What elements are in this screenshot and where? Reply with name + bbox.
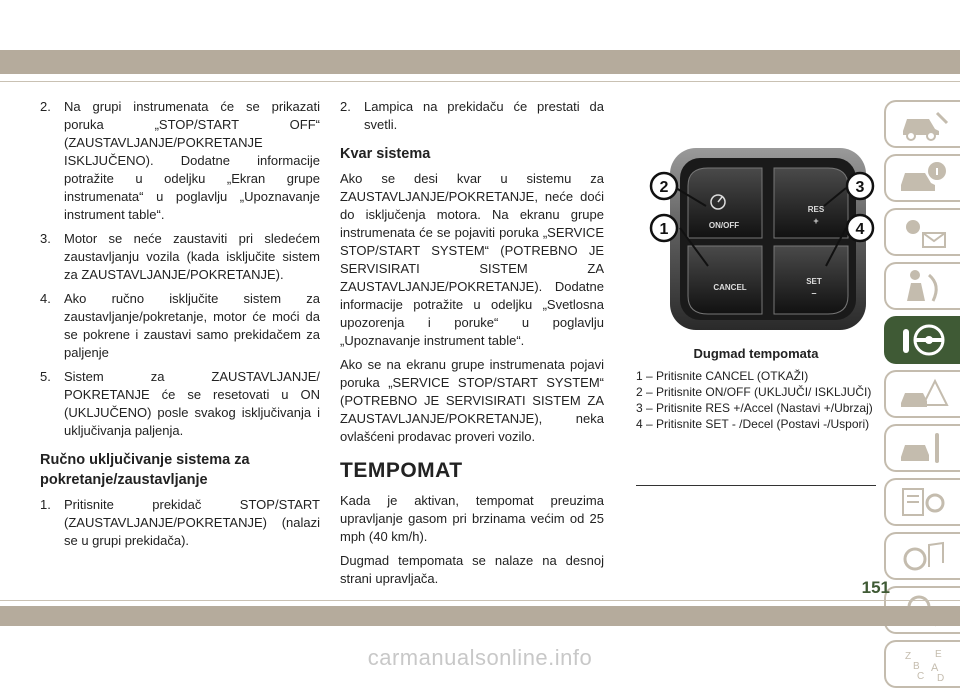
caption-item: 3 – Pritisnite RES +/Accel (Nastavi +/Ubrzaj)	[636, 401, 873, 415]
list-number: 4.	[40, 291, 51, 306]
car-key-icon	[897, 105, 949, 143]
header-band	[0, 50, 960, 74]
left-column	[40, 98, 320, 556]
set-sign: –	[811, 288, 817, 298]
list-text: Ako ručno isključite sistem za zaustavljanje/pokretanje, motor će moći da se pokrene i zaustavi samo prekidačem za paljenje	[64, 291, 320, 360]
tab-specs[interactable]	[884, 478, 960, 526]
res-label: RES	[807, 205, 825, 214]
section-heading-manual: Ručno uključivanje sistema za pokretanje/zaustavljanje	[40, 452, 250, 488]
list-number: 1.	[40, 497, 51, 512]
set-label: SET	[806, 277, 822, 286]
svg-text:2: 2	[659, 179, 669, 196]
list-number: 2.	[340, 99, 351, 114]
multimedia-icon	[897, 537, 949, 575]
paragraph: Ako se desi kvar u sistemu za ZAUSTAVLJANJE/POKRETANJE, neće doći do isključenja motora. Na ekranu grupe instrumenata će se pojaviti poruka „SERVICE STOP/START SYSTEM“ (POTREBNO JE SERVISIRATI SISTEM ZA ZAUSTAVLJANJE/POKRETANJE). Dodatne informacije potražite u odeljku „Svetlosna upozorenja i poruke“ u poglavlju „Upoznavanje instrument table“.	[340, 171, 604, 348]
tab-lights-message[interactable]	[884, 208, 960, 256]
page-number: 151	[861, 578, 890, 597]
res-sign: +	[813, 216, 819, 226]
list-item	[340, 98, 604, 134]
list-number: 2.	[40, 99, 51, 114]
footer-rule	[0, 600, 960, 601]
svg-text:D: D	[937, 673, 945, 684]
svg-text:4: 4	[855, 221, 865, 238]
chapter-tabs	[884, 100, 960, 694]
tab-car-keys[interactable]	[884, 100, 960, 148]
on-off-label: ON/OFF	[708, 221, 740, 230]
tab-multimedia[interactable]	[884, 532, 960, 580]
svg-text:3: 3	[855, 179, 865, 196]
steering-wheel-icon	[897, 321, 949, 359]
paragraph: Dugmad tempomata se nalaze na desnoj strani upravljača.	[340, 553, 604, 586]
spec-gear-icon	[897, 483, 949, 521]
caption-item: 2 – Pritisnite ON/OFF (UKLJUČI/ ISKLJUČI)	[636, 385, 872, 399]
section-heading-fault: Kvar sistema	[340, 146, 431, 162]
list-text: Pritisnite prekidač STOP/START (ZAUSTAVLJANJE/POKRETANJE) (nalazi se u grupi prekidača).	[64, 497, 320, 548]
list-item	[40, 98, 320, 224]
figure-caption-list	[636, 368, 876, 432]
tab-emergency[interactable]	[884, 370, 960, 418]
svg-text:C: C	[917, 671, 925, 682]
section-title-cruise: TEMPOMAT	[340, 459, 463, 482]
list-text: Na grupi instrumenata će se prikazati poruka „STOP/START OFF“ (ZAUSTAVLJANJE/POKRETANJE ISKLJUČENO). Dodatne informacije potražite u odeljku „Ekran grupe instrumenata“ u poglavlju „Upoznavanje instrument table“.	[64, 99, 320, 222]
svg-text:Z: Z	[905, 651, 912, 662]
wrench-car-icon	[897, 429, 949, 467]
svg-text:A: A	[931, 662, 939, 674]
cruise-control-figure	[614, 146, 878, 338]
caption-item: 1 – Pritisnite CANCEL (OTKAŽI)	[636, 369, 809, 383]
list-item	[40, 368, 320, 440]
caption-rule	[636, 485, 876, 486]
footer-band	[0, 606, 960, 626]
list-number: 3.	[40, 231, 51, 246]
middle-column	[340, 98, 604, 594]
list-text: Motor se neće zaustaviti pri sledećem zaustavljanju vozila (kada isključite sistem za ZAUSTAVLJANJE/POKRETANJE).	[64, 231, 320, 282]
watermark: carmanualsonline.info	[367, 645, 593, 670]
caption-item: 4 – Pritisnite SET - /Decel (Postavi -/Uspori)	[636, 417, 870, 431]
list-text: Lampica na prekidaču će prestati da svetli.	[364, 99, 604, 132]
warning-car-icon	[897, 375, 949, 413]
sun-mail-icon	[897, 213, 949, 251]
res-button-shape	[774, 168, 848, 238]
paragraph: Kada je aktivan, tempomat preuzima upravljanje gasom pri brzinama većim od 25 mph (40 km/h).	[340, 493, 604, 544]
header-rule	[0, 81, 960, 82]
car-info-icon	[897, 159, 949, 197]
tab-driving[interactable]	[884, 316, 960, 364]
list-text: Sistem za ZAUSTAVLJANJE/ POKRETANJE će se resetovati u ON (UKLJUČENO) posle svakog isključivanja i uključivanja paljenja.	[64, 369, 320, 438]
svg-text:E: E	[935, 649, 942, 660]
list-number: 5.	[40, 369, 51, 384]
svg-text:B: B	[913, 661, 920, 672]
seatbelt-icon	[897, 267, 949, 305]
list-item	[40, 496, 320, 550]
figure-caption-title: Dugmad tempomata	[693, 346, 819, 361]
tab-car-info[interactable]	[884, 154, 960, 202]
paragraph: Ako se na ekranu grupe instrumenata pojavi poruka „SERVICE STOP/START SYSTEM“ (POTREBNO JE SERVISIRATI SISTEM ZA ZAUSTAVLJANJE/POKRETANJE), neka ovlašćeni prodavac proveri vozilo.	[340, 357, 604, 444]
list-item	[40, 230, 320, 284]
tab-safety[interactable]	[884, 262, 960, 310]
tab-service[interactable]	[884, 424, 960, 472]
cancel-button-shape	[688, 246, 762, 314]
cancel-label: CANCEL	[713, 283, 747, 292]
svg-text:1: 1	[659, 221, 669, 238]
list-item	[40, 290, 320, 362]
cruise-switch-illustration	[614, 146, 878, 338]
